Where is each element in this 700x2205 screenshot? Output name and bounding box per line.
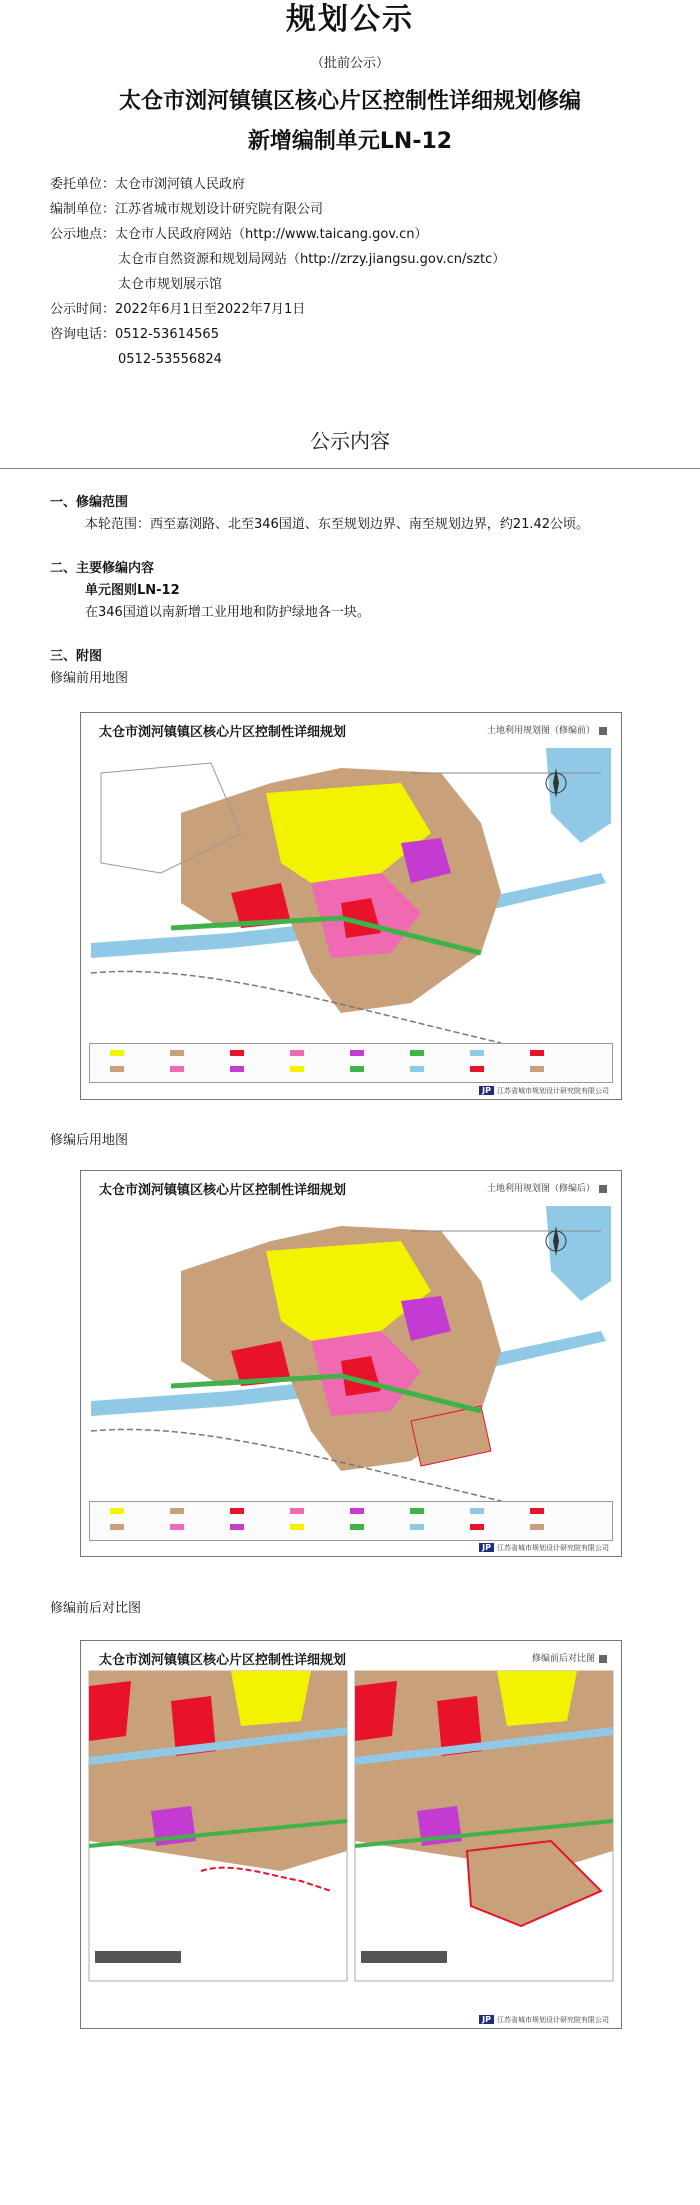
s2-sub bbox=[50, 580, 180, 602]
s1-body-text: 本轮范围：西至嘉浏路、北至346国道、东至规划边界、南至规划边界，约21.42公顷。 bbox=[85, 517, 590, 532]
meta-venue1[interactable]: 太仓市人民政府网站（http://www.taicang.gov.cn） bbox=[115, 227, 428, 242]
map-tag: 土地利用规划图（修编前） bbox=[487, 723, 607, 736]
divider bbox=[0, 468, 700, 469]
map-legend bbox=[89, 1501, 613, 1541]
meta-designer bbox=[50, 197, 323, 222]
map-header: 太仓市浏河镇镇区核心片区控制性详细规划 bbox=[99, 1653, 347, 1668]
fig1-caption: 修编前用地图 bbox=[50, 671, 129, 686]
meta-venue-label: 公示地点： bbox=[50, 227, 116, 242]
meta-venue2[interactable]: 太仓市自然资源和规划局网站（http://zrzy.jiangsu.gov.cn/sztc） bbox=[118, 252, 506, 267]
meta-venue3: 太仓市规划展示馆 bbox=[118, 277, 223, 292]
footer-org: JP 江苏省城市规划设计研究院有限公司 bbox=[479, 1086, 609, 1096]
meta-venue bbox=[50, 222, 505, 297]
map-legend bbox=[89, 1043, 613, 1083]
footer-org: JP 江苏省城市规划设计研究院有限公司 bbox=[479, 2015, 609, 2025]
meta-phone-label: 咨询电话： bbox=[50, 327, 116, 342]
meta-period-label: 公示时间： bbox=[50, 302, 116, 317]
page-title: 规划公示 bbox=[286, 2, 414, 37]
s1-heading: 一、修编范围 bbox=[50, 495, 129, 510]
map-header: 太仓市浏河镇镇区核心片区控制性详细规划 bbox=[99, 1183, 347, 1198]
section-title: 公示内容 bbox=[310, 429, 390, 453]
s2-sub-text: 单元图则LN-12 bbox=[85, 583, 180, 598]
meta-phone2: 0512-53556824 bbox=[118, 352, 222, 367]
meta-phone bbox=[50, 322, 222, 372]
s3-heading: 三、附图 bbox=[50, 649, 103, 664]
map-before[interactable] bbox=[80, 712, 622, 1100]
s2-body-text: 在346国道以南新增工业用地和防护绿地各一块。 bbox=[85, 605, 370, 620]
compare-before-panel bbox=[89, 1671, 347, 1981]
headline-line1: 太仓市浏河镇镇区核心片区控制性详细规划修编 bbox=[118, 89, 581, 114]
meta-phone1: 0512-53614565 bbox=[115, 327, 219, 342]
footer-org: JP 江苏省城市规划设计研究院有限公司 bbox=[479, 1543, 609, 1553]
land-use-map bbox=[81, 1171, 621, 1556]
legend-swatches bbox=[90, 1044, 612, 1082]
meta-period-value: 2022年6月1日至2022年7月1日 bbox=[115, 302, 306, 317]
s1-body bbox=[50, 514, 589, 536]
comparison-maps bbox=[81, 1641, 621, 2028]
s2-heading: 二、主要修编内容 bbox=[50, 561, 155, 576]
map-tag: 土地利用规划图（修编后） bbox=[487, 1181, 607, 1194]
map-compare[interactable] bbox=[80, 1640, 622, 2029]
map-after[interactable] bbox=[80, 1170, 622, 1557]
legend-swatches bbox=[90, 1502, 612, 1540]
page-subtitle: （批前公示） bbox=[310, 56, 389, 71]
meta-designer-label: 编制单位： bbox=[50, 202, 116, 217]
map-header: 太仓市浏河镇镇区核心片区控制性详细规划 bbox=[99, 725, 347, 740]
s2-body bbox=[50, 602, 370, 624]
map-tag: 修编前后对比图 bbox=[532, 1651, 607, 1664]
compare-after-panel bbox=[355, 1671, 613, 1981]
fig2-caption: 修编后用地图 bbox=[50, 1133, 129, 1148]
meta-client-label: 委托单位： bbox=[50, 177, 116, 192]
meta-client bbox=[50, 172, 245, 197]
fig3-caption: 修编前后对比图 bbox=[50, 1601, 142, 1616]
land-use-map bbox=[81, 713, 621, 1099]
meta-client-value: 太仓市浏河镇人民政府 bbox=[115, 177, 246, 192]
headline-line2: 新增编制单元LN-12 bbox=[247, 129, 453, 154]
meta-period bbox=[50, 297, 305, 322]
meta-designer-value: 江苏省城市规划设计研究院有限公司 bbox=[115, 202, 324, 217]
